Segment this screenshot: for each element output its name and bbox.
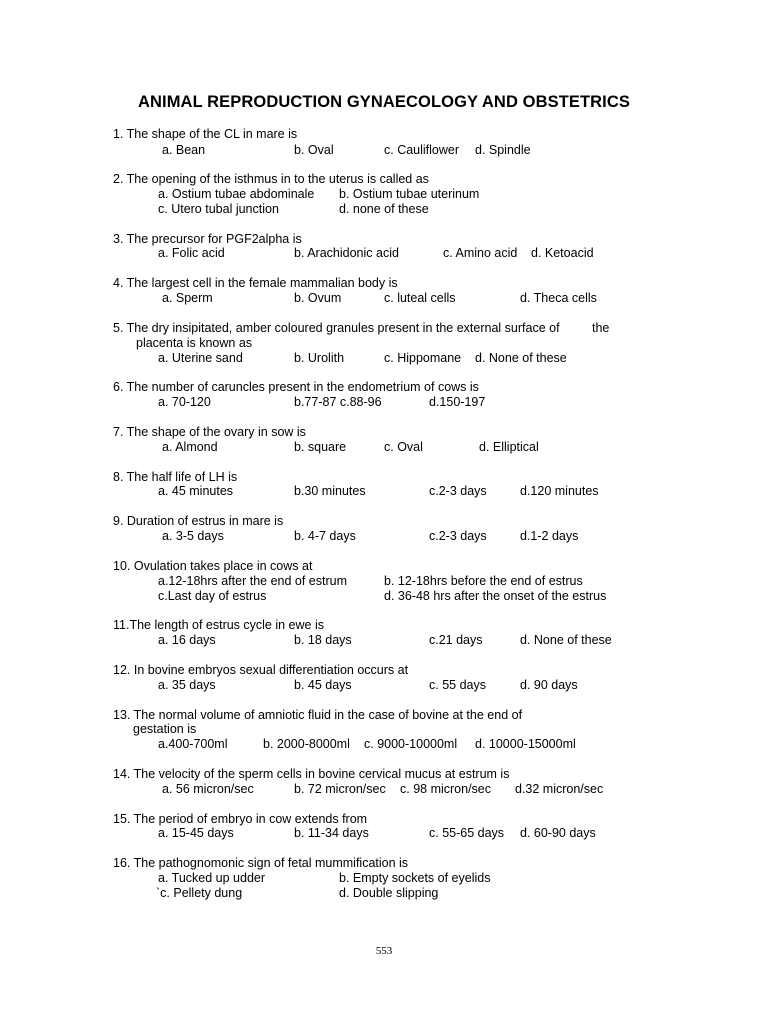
option-11b: b. 18 days xyxy=(294,633,352,647)
option-11a: a. 16 days xyxy=(158,633,216,647)
option-9a: a. 3-5 days xyxy=(162,529,224,543)
question-12: 12. In bovine embryos sexual differentiation occurs at xyxy=(113,663,409,677)
option-13a: a.400-700ml xyxy=(158,737,228,751)
question-14: 14. The velocity of the sperm cells in bovine cervical mucus at estrum is xyxy=(113,767,510,781)
option-10a: a.12-18hrs after the end of estrum xyxy=(158,574,347,588)
option-5b: b. Urolith xyxy=(294,351,345,365)
option-12d: d. 90 days xyxy=(520,678,578,692)
option-4c: c. luteal cells xyxy=(384,291,456,305)
option-1b: b. Oval xyxy=(294,143,334,157)
option-15d: d. 60-90 days xyxy=(520,826,596,840)
question-5-end: the xyxy=(592,321,610,335)
question-10: 10. Ovulation takes place in cows at xyxy=(113,559,313,573)
option-6d: d.150-197 xyxy=(429,395,486,409)
option-1d: d. Spindle xyxy=(475,143,531,157)
question-4: 4. The largest cell in the female mammalian body is xyxy=(113,276,398,290)
option-16b: b. Empty sockets of eyelids xyxy=(339,871,491,885)
option-5c: c. Hippomane xyxy=(384,351,462,365)
option-2d: d. none of these xyxy=(339,202,429,216)
question-13-cont: gestation is xyxy=(133,722,197,736)
option-2b: b. Ostium tubae uterinum xyxy=(339,187,480,201)
option-5a: a. Uterine sand xyxy=(158,351,243,365)
option-9b: b. 4-7 days xyxy=(294,529,356,543)
page-title: ANIMAL REPRODUCTION GYNAECOLOGY AND OBSTETRICS xyxy=(138,93,630,111)
option-8d: d.120 minutes xyxy=(520,484,599,498)
question-9: 9. Duration of estrus in mare is xyxy=(113,514,284,528)
question-6: 6. The number of caruncles present in the endometrium of cows is xyxy=(113,380,479,394)
option-6a: a. 70-120 xyxy=(158,395,211,409)
option-6bc: b.77-87 c.88-96 xyxy=(294,395,382,409)
option-8b: b.30 minutes xyxy=(294,484,366,498)
option-3c: c. Amino acid xyxy=(443,246,518,260)
option-4b: b. Ovum xyxy=(294,291,342,305)
question-11: 11.The length of estrus cycle in ewe is xyxy=(113,618,324,632)
option-1c: c. Cauliflower xyxy=(384,143,460,157)
option-15c: c. 55-65 days xyxy=(429,826,505,840)
question-3: 3. The precursor for PGF2alpha is xyxy=(113,232,302,246)
option-13d: d. 10000-15000ml xyxy=(475,737,576,751)
option-14b: b. 72 micron/sec xyxy=(294,782,386,796)
question-2: 2. The opening of the isthmus in to the uterus is called as xyxy=(113,172,429,186)
option-3a: a. Folic acid xyxy=(158,246,225,260)
option-12b: b. 45 days xyxy=(294,678,352,692)
question-7: 7. The shape of the ovary in sow is xyxy=(113,425,306,439)
option-12c: c. 55 days xyxy=(429,678,486,692)
option-10b: b. 12-18hrs before the end of estrus xyxy=(384,574,583,588)
option-8a: a. 45 minutes xyxy=(158,484,234,498)
question-5: 5. The dry insipitated, amber coloured granules present in the external surface of xyxy=(113,321,560,335)
question-8: 8. The half life of LH is xyxy=(113,470,238,484)
option-7a: a. Almond xyxy=(162,440,218,454)
question-5-cont: placenta is known as xyxy=(136,336,253,350)
option-13b: b. 2000-8000ml xyxy=(263,737,350,751)
option-13c: c. 9000-10000ml xyxy=(364,737,458,751)
option-9c: c.2-3 days xyxy=(429,529,487,543)
option-10d: d. 36-48 hrs after the onset of the estrus xyxy=(384,589,607,603)
option-8c: c.2-3 days xyxy=(429,484,487,498)
option-14a: a. 56 micron/sec xyxy=(162,782,254,796)
question-15: 15. The period of embryo in cow extends from xyxy=(113,812,368,826)
option-14c: c. 98 micron/sec xyxy=(400,782,492,796)
option-16c: `c. Pellety dung xyxy=(156,886,243,900)
option-9d: d.1-2 days xyxy=(520,529,579,543)
option-16a: a. Tucked up udder xyxy=(158,871,266,885)
option-7b: b. square xyxy=(294,440,347,454)
option-14d: d.32 micron/sec xyxy=(515,782,604,796)
option-7c: c. Oval xyxy=(384,440,423,454)
option-1a: a. Bean xyxy=(162,143,206,157)
question-13: 13. The normal volume of amniotic fluid in the case of bovine at the end of xyxy=(113,708,523,722)
option-4d: d. Theca cells xyxy=(520,291,597,305)
option-10c: c.Last day of estrus xyxy=(158,589,267,603)
option-11c: c.21 days xyxy=(429,633,483,647)
option-3d: d. Ketoacid xyxy=(531,246,594,260)
question-1: 1. The shape of the CL in mare is xyxy=(113,127,298,141)
option-2c: c. Utero tubal junction xyxy=(158,202,279,216)
option-2a: a. Ostium tubae abdominale xyxy=(158,187,315,201)
option-16d: d. Double slipping xyxy=(339,886,439,900)
option-3b: b. Arachidonic acid xyxy=(294,246,399,260)
option-15b: b. 11-34 days xyxy=(294,826,369,840)
option-15a: a. 15-45 days xyxy=(158,826,234,840)
option-12a: a. 35 days xyxy=(158,678,216,692)
page-number: 553 xyxy=(375,945,393,957)
question-16: 16. The pathognomonic sign of fetal mummification is xyxy=(113,856,409,870)
option-7d: d. Elliptical xyxy=(479,440,539,454)
option-11d: d. None of these xyxy=(520,633,612,647)
option-5d: d. None of these xyxy=(475,351,567,365)
option-4a: a. Sperm xyxy=(162,291,213,305)
